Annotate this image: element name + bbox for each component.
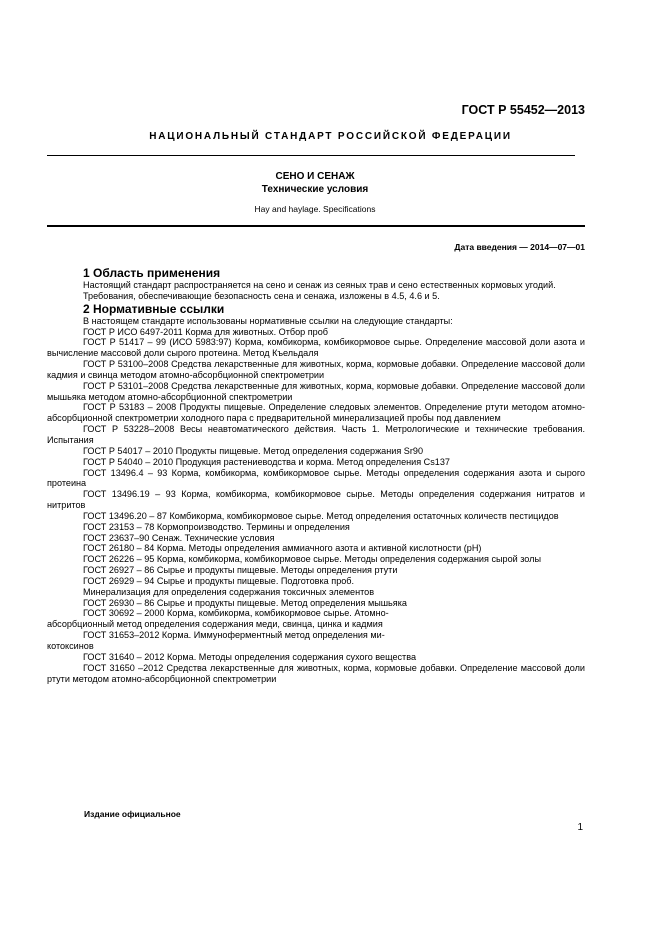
reference-item: ГОСТ 31653–2012 Корма. Иммуноферментный метод определения ми- [83,630,385,641]
section-1-heading: 1 Область применения [83,266,221,280]
reference-item: ГОСТ 13496.20 – 87 Комбикорма, комбикормовое сырье. Метод определения остаточных количеств пестицидов [83,510,559,521]
reference-item: ГОСТ 23637–90 Сенаж. Технические условия [83,532,275,543]
reference-item: ГОСТ Р 53183 – 2008 Продукты пищевые. Определение следовых элементов. Определение ртути методом атомно-абсорбционной спектрометрии холодного пара с предварительной минерализацией пробы под давлением [47,402,585,424]
official-edition-note: Издание официальное [84,809,181,819]
document-title: СЕНО И СЕНАЖ [275,171,355,182]
reference-item: ГОСТ 26930 – 86 Сырье и продукты пищевые. Метод определения мышьяка [83,597,407,608]
gost-number: ГОСТ Р 55452—2013 [461,103,585,117]
reference-item-continuation: Минерализация для определения содержания токсичных элементов [83,586,375,597]
reference-item: ГОСТ Р ИСО 6497-2011 Корма для животных. Отбор проб [83,326,328,337]
document-english-title: Hay and haylage. Specifications [254,204,376,214]
reference-item: ГОСТ Р 53100–2008 Средства лекарственные для животных, корма, кормовые добавки. Определение массовой доли кадмия и свинца методом атомно-абсорбционной спектрометрии [47,359,585,380]
reference-item: ГОСТ 26226 – 95 Корма, комбикорма, комбикормовое сырье. Методы определения содержания сырой золы [83,554,542,565]
document-subtitle: Технические условия [261,184,369,195]
page-number: 1 [577,822,583,833]
reference-item: ГОСТ 31640 – 2012 Корма. Методы определения содержания сухого вещества [83,651,416,662]
section-2-intro: В настоящем стандарте использованы нормативные ссылки на следующие стандарты: [83,315,453,326]
reference-item-continuation: абсорбционный метод определения содержания меди, свинца, цинка и кадмия [47,619,383,630]
reference-item: ГОСТ 26927 – 86 Сырье и продукты пищевые. Методы определения ртути [83,565,398,576]
reference-item: ГОСТ 30692 – 2000 Корма, комбикорма, комбикормовое сырье. Атомно- [83,608,389,619]
reference-item: ГОСТ Р 51417 – 99 (ИСО 5983:97) Корма, комбикорма, комбикормовое сырье. Определение массовой доли азота и вычисление массовой доли сырого протеина. Метод Къельдаля [47,337,585,359]
document-body [47,266,585,684]
introduction-date: Дата введения — 2014—07—01 [454,242,585,252]
header-divider [47,155,575,156]
reference-item: ГОСТ Р 54017 – 2010 Продукты пищевые. Метод определения содержания Sr90 [83,445,424,456]
standard-title: НАЦИОНАЛЬНЫЙ СТАНДАРТ РОССИЙСКОЙ ФЕДЕРАЦИИ [149,131,512,142]
reference-item: ГОСТ 13496.19 – 93 Корма, комбикорма, комбикормовое сырье. Методы определения содержания нитратов и нитритов [47,489,585,511]
section-1-paragraph: Требования, обеспечивающие безопасность сена и сенажа, изложены в 4.5, 4.6 и 5. [83,290,440,301]
reference-item: ГОСТ 26180 – 84 Корма. Методы определения аммиачного азота и активной кислотности (pH) [83,543,482,554]
reference-item: ГОСТ 26929 – 94 Сырье и продукты пищевые. Подготовка проб. [83,575,355,586]
reference-item: ГОСТ Р 53101–2008 Средства лекарственные для животных, корма, кормовые добавки. Определение массовой доли мышьяка методом атомно-абсорбционной спектрометрии [47,380,585,402]
section-1-paragraph: Настоящий стандарт распространяется на сено и сенаж из сеяных трав и сено естественных кормовых угодий. [83,280,556,290]
reference-item: ГОСТ 23153 – 78 Кормопроизводство. Термины и определения [83,521,350,532]
reference-item: ГОСТ 31650 –2012 Средства лекарственные для животных, корма, кормовые добавки. Определение массовой доли ртути методом атомно-абсорбционной спектрометрии [47,662,585,684]
reference-item: ГОСТ Р 54040 – 2010 Продукция растениеводства и корма. Метод определения Cs137 [83,456,450,467]
reference-item-continuation: котоксинов [47,641,94,651]
section-2-heading: 2 Нормативные ссылки [83,301,225,316]
reference-item: ГОСТ Р 53228–2008 Весы неавтоматического действия. Часть 1. Метрологические и технические требования. Испытания [47,424,585,445]
title-divider [47,225,585,227]
reference-item: ГОСТ 13496.4 – 93 Корма, комбикорма, комбикормовое сырье. Методы определения содержания азота и сырого протеина [47,467,585,489]
